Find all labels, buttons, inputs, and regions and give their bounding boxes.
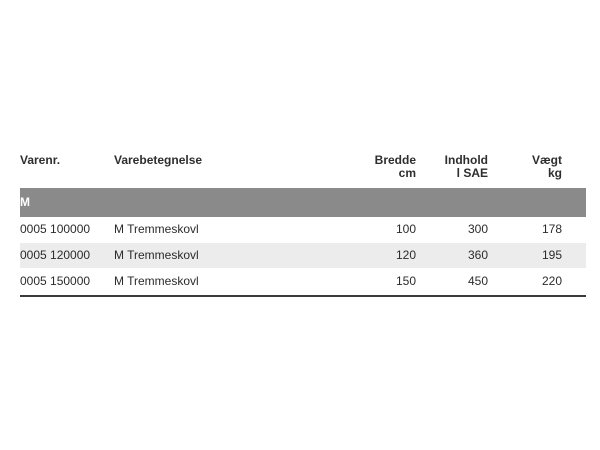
- table-row: [20, 243, 586, 269]
- cell-content: 300: [467, 222, 488, 236]
- header-weight: [532, 154, 562, 180]
- header-description-label: Varebetegnelse: [114, 153, 203, 167]
- cell-width: 120: [395, 248, 416, 262]
- cell-width: 150: [395, 274, 416, 288]
- cell-content: 450: [467, 274, 488, 288]
- cell-item-number: 0005 120000: [20, 248, 91, 262]
- header-item-number-label: Varenr.: [20, 153, 61, 167]
- cell-width: 100: [395, 222, 416, 236]
- cell-description: M Tremmeskovl: [114, 222, 199, 236]
- table-header: [20, 152, 586, 188]
- table-row: [20, 269, 586, 295]
- cell-weight: 220: [541, 274, 562, 288]
- product-table: [20, 152, 586, 297]
- cell-item-number: 0005 100000: [20, 222, 91, 236]
- group-label: M: [20, 195, 30, 209]
- cell-weight: 178: [541, 222, 562, 236]
- header-weight-label: Vægt: [532, 153, 562, 167]
- cell-item-number: 0005 150000: [20, 274, 91, 288]
- header-content: [445, 154, 488, 180]
- header-width-unit: cm: [398, 166, 416, 180]
- header-weight-unit: kg: [547, 166, 562, 180]
- cell-weight: 195: [541, 248, 562, 262]
- table-bottom-rule: [20, 295, 586, 297]
- header-width: [375, 154, 416, 180]
- header-width-label: Bredde: [374, 153, 416, 167]
- header-content-unit: l SAE: [456, 166, 488, 180]
- group-header-bar: [20, 188, 586, 217]
- cell-content: 360: [467, 248, 488, 262]
- cell-description: M Tremmeskovl: [114, 248, 199, 262]
- header-item-number: [20, 154, 60, 167]
- table-row: [20, 217, 586, 243]
- header-description: [114, 154, 202, 167]
- cell-description: M Tremmeskovl: [114, 274, 199, 288]
- header-content-label: Indhold: [444, 153, 488, 167]
